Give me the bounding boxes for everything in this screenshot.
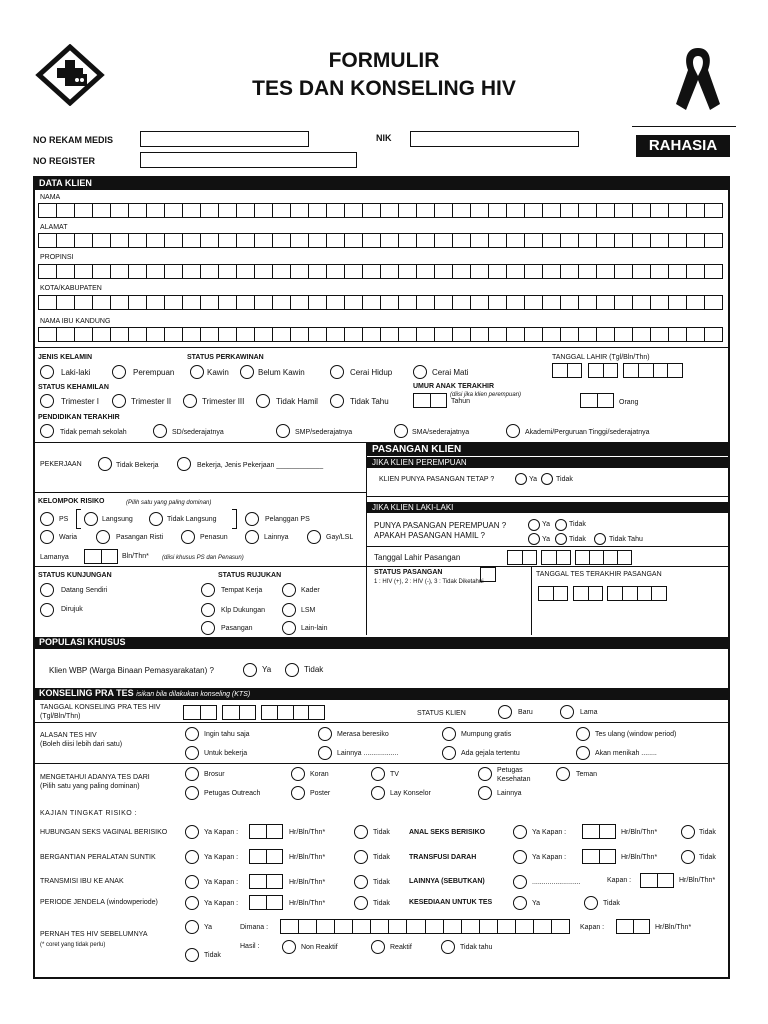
r5-tidak-radio[interactable] (354, 875, 368, 889)
lay-konselor-radio[interactable] (371, 786, 385, 800)
status-klien-label: STATUS KLIEN (417, 710, 466, 717)
tgl-lahir-month[interactable] (588, 363, 618, 378)
ya-kapan-label: Ya Kapan : (204, 854, 239, 861)
pernah-ya-label: Ya (204, 924, 213, 931)
belum-kawin-label: Belum Kawin (258, 368, 305, 377)
bracket-left (76, 509, 81, 529)
status-perkawinan-label: STATUS PERKAWINAN (187, 354, 264, 361)
nama-ibu-label: NAMA IBU KANDUNG (40, 318, 111, 325)
nik-field[interactable] (410, 131, 579, 147)
divider (34, 763, 729, 764)
lain-lain-label: Lain-lain (301, 625, 328, 632)
form-title-line1: FORMULIR (328, 49, 440, 72)
tidak-langsung-label: Tidak Langsung (167, 516, 217, 523)
pasangan-tetap-ya-radio[interactable] (515, 473, 527, 485)
hr-bln-thn-label: Hr/Bln/Thn* (289, 854, 326, 861)
bekerja-radio[interactable] (177, 457, 191, 471)
divider (531, 566, 532, 635)
konseling-heading (34, 688, 729, 700)
tanggal-konseling-label: TANGGAL KONSELING PRA TES HIV (40, 704, 161, 711)
r8-tidak-radio[interactable] (584, 896, 598, 910)
divider (34, 492, 366, 493)
penasun-radio[interactable] (181, 530, 195, 544)
r4-ya-radio[interactable] (513, 850, 527, 864)
divider (34, 722, 729, 723)
ada-gejala-checkbox[interactable] (442, 746, 456, 760)
tidak-tahu-label: Tidak Tahu (350, 397, 389, 406)
pasangan-heading: PASANGAN KLIEN (367, 443, 729, 456)
ya-kapan-label: Ya Kapan : (204, 900, 239, 907)
dirujuk-radio[interactable] (40, 603, 54, 617)
lama-label: Lama (580, 709, 598, 716)
tgl-pasangan-day[interactable] (507, 550, 537, 565)
poster-label: Poster (310, 790, 331, 797)
tidak-bekerja-label: Tidak Bekerja (116, 462, 159, 469)
tempat-kerja-label: Tempat Kerja (221, 587, 263, 594)
klp-dukungan-label: Klp Dukungan (221, 607, 265, 614)
lamanya-field[interactable] (84, 549, 118, 564)
divider (367, 566, 729, 567)
divider (367, 546, 729, 547)
hamil-tidak-radio[interactable] (555, 533, 567, 545)
risk-row-label: LAINNYA (SEBUTKAN) (409, 878, 485, 885)
tidak-tahu-label: Tidak Tahu (609, 536, 643, 543)
non-reaktif-label: Non Reaktif (301, 944, 338, 951)
divider (34, 347, 729, 348)
pasangan-risti-label: Pasangan Risti (116, 534, 164, 541)
brosur-label: Brosur (204, 771, 225, 778)
status-pasangan-note: 1 : HIV (+), 2 : HIV (-), 3 : Tidak Diketahui (374, 579, 484, 585)
rahasia-rule (632, 126, 736, 127)
brosur-radio[interactable] (185, 767, 199, 781)
untuk-bekerja-label: Untuk bekerja (204, 750, 248, 757)
tidak-label: Tidak (373, 879, 390, 886)
ya-kapan-label: Ya Kapan : (532, 854, 567, 861)
pend3-label: SMP/sederajatnya (295, 429, 353, 436)
tgl-pasangan-year[interactable] (575, 550, 632, 565)
punya-pasangan-perempuan-label: PUNYA PASANGAN PEREMPUAN ? (374, 521, 507, 530)
tanggal-konseling-format: (Tgl/Bln/Thn) (40, 713, 81, 720)
nama-grid[interactable] (38, 203, 723, 218)
r7-kapan-field[interactable] (249, 895, 283, 910)
lamanya-label: Lamanya (40, 554, 69, 561)
tidak-label: Tidak (699, 829, 716, 836)
akan-menikah-label: Akan menikah ........ (595, 750, 657, 757)
baru-radio[interactable] (498, 705, 512, 719)
no-register-field[interactable] (140, 152, 357, 168)
petugas-outreach-label: Petugas Outreach (204, 790, 261, 797)
pernah-tidak-label: Tidak (204, 952, 221, 959)
ingin-tahu-checkbox[interactable] (185, 727, 199, 741)
gay-radio[interactable] (307, 530, 321, 544)
no-rekam-medis-field[interactable] (140, 131, 309, 147)
nama-label: NAMA (40, 194, 61, 201)
trimester3-radio[interactable] (183, 394, 197, 408)
kelompok-risiko-note: (Pilih satu yang paling dominan) (126, 500, 212, 506)
umur-anak-note: (diisi jika klien perempuan) (450, 392, 522, 398)
tv-radio[interactable] (371, 767, 385, 781)
orang-label: Orang (619, 399, 639, 406)
umur-anak-field[interactable] (413, 393, 447, 408)
status-pasangan-label: STATUS PASANGAN (374, 569, 443, 576)
trimester1-radio[interactable] (40, 394, 54, 408)
jumlah-anak-field[interactable] (580, 393, 614, 408)
r3-kapan-field[interactable] (249, 849, 283, 864)
r1-ya-radio[interactable] (185, 825, 199, 839)
tes-ulang-label: Tes ulang (window period) (595, 731, 677, 738)
ps-tidak-langsung-radio[interactable] (149, 512, 163, 526)
perempuan-label: Perempuan (133, 368, 175, 377)
lainnya-media-radio[interactable] (478, 786, 492, 800)
lsm-label: LSM (301, 607, 316, 614)
ps-radio[interactable] (40, 512, 54, 526)
tgl-tes-year[interactable] (607, 586, 667, 601)
rahasia-badge: RAHASIA (636, 135, 730, 157)
ingin-tahu-label: Ingin tahu saja (204, 731, 250, 738)
bln-thn-label: Bln/Thn* (122, 553, 149, 560)
umur-anak-label: UMUR ANAK TERAKHIR (413, 383, 495, 390)
cerai-hidup-label: Cerai Hidup (350, 368, 393, 377)
alasan-note: (Boleh diisi lebih dari satu) (40, 741, 123, 748)
hamil-ya-radio[interactable] (528, 533, 540, 545)
hr-bln-thn-label: Hr/Bln/Thn* (679, 877, 716, 884)
r1-tidak-radio[interactable] (354, 825, 368, 839)
merasa-berisiko-label: Merasa beresiko (337, 731, 389, 738)
r7-ya-radio[interactable] (185, 896, 199, 910)
tgl-konseling-day[interactable] (183, 705, 217, 720)
form-title-line2: TES DAN KONSELING HIV (252, 77, 516, 100)
no-register-label: NO REGISTER (33, 156, 96, 166)
kapan-label: Kapan : (607, 877, 632, 884)
tes-ulang-checkbox[interactable] (576, 727, 590, 741)
tidak-hamil-radio[interactable] (256, 394, 270, 408)
data-klien-heading: DATA KLIEN (34, 178, 729, 190)
hr-bln-thn-label: Hr/Bln/Thn* (621, 829, 658, 836)
lainnya-risiko-label: Lainnya (264, 534, 289, 541)
pend4-radio[interactable] (394, 424, 408, 438)
jika-laki-heading: JIKA KLIEN LAKI-LAKI (367, 502, 729, 513)
r4-kapan-field[interactable] (582, 849, 616, 864)
reaktif-radio[interactable] (371, 940, 385, 954)
tgl-konseling-year[interactable] (261, 705, 325, 720)
kelompok-risiko-label: KELOMPOK RISIKO (38, 498, 105, 505)
perempuan-radio[interactable] (112, 365, 126, 379)
pekerjaan-label: PEKERJAAN (40, 461, 82, 468)
klp-dukungan-radio[interactable] (201, 603, 215, 617)
trimester2-label: Trimester II (131, 397, 172, 406)
column-divider (366, 442, 367, 635)
status-rujukan-label: STATUS RUJUKAN (218, 572, 282, 579)
ps-langsung-radio[interactable] (84, 512, 98, 526)
lain-lain-radio[interactable] (282, 621, 296, 635)
mumpung-gratis-checkbox[interactable] (442, 727, 456, 741)
tidak-bekerja-radio[interactable] (98, 457, 112, 471)
kader-radio[interactable] (282, 583, 296, 597)
klien-wbp-label: Klien WBP (Warga Binaan Pemasyarakatan) ? (49, 666, 214, 675)
status-kunjungan-label: STATUS KUNJUNGAN (38, 572, 112, 579)
hr-bln-thn-label: Hr/Bln/Thn* (655, 924, 692, 931)
ya-label: Ya (542, 536, 551, 543)
divider (367, 496, 729, 497)
pelanggan-ps-label: Pelanggan PS (265, 516, 310, 523)
lainnya-media-label: Lainnya (497, 790, 522, 797)
r7-tidak-radio[interactable] (354, 896, 368, 910)
hasil-label: Hasil : (240, 943, 260, 950)
jenis-kelamin-label: JENIS KELAMIN (38, 354, 93, 361)
risk-row-label: KESEDIAAN UNTUK TES (409, 899, 493, 906)
ya-label: Ya (529, 476, 538, 483)
cerai-hidup-radio[interactable] (330, 365, 344, 379)
ya-kapan-label: Ya Kapan : (204, 879, 239, 886)
tidak-label: Tidak (373, 829, 390, 836)
petugas-kesehatan-label2: Kesehatan (497, 776, 531, 783)
kota-label: KOTA/KABUPATEN (40, 285, 102, 292)
hr-bln-thn-label: Hr/Bln/Thn* (289, 879, 326, 886)
waria-label: Waria (59, 534, 78, 541)
r5-ya-radio[interactable] (185, 875, 199, 889)
wbp-tidak-radio[interactable] (285, 663, 299, 677)
dimana-label: Dimana : (240, 924, 269, 931)
teman-radio[interactable] (556, 767, 570, 781)
nama-ibu-grid[interactable] (38, 327, 723, 342)
koran-radio[interactable] (291, 767, 305, 781)
propinsi-grid[interactable] (38, 264, 723, 279)
r5-kapan-field[interactable] (249, 874, 283, 889)
hr-bln-thn-label: Hr/Bln/Thn* (289, 900, 326, 907)
r2-tidak-radio[interactable] (681, 825, 695, 839)
ya-kapan-label: Ya Kapan : (532, 829, 567, 836)
bracket-right (232, 509, 237, 529)
kapan-label: Kapan : (580, 924, 605, 931)
pend5-label: Akademi/Perguruan Tinggi/sederajatnya (525, 429, 650, 436)
mengetahui-label: MENGETAHUI ADANYA TES DARI (40, 774, 150, 781)
pasangan-rujukan-radio[interactable] (201, 621, 215, 635)
ya-label: Ya (532, 900, 541, 907)
pasangan-tetap-tidak-radio[interactable] (541, 473, 553, 485)
tahun-label: Tahun (451, 398, 471, 405)
r1-kapan-field[interactable] (249, 824, 283, 839)
teman-label: Teman (576, 771, 598, 778)
bekerja-label: Bekerja, Jenis Pekerjaan ____________ (197, 462, 324, 469)
konseling-heading-text: KONSELING PRA TES (39, 688, 134, 698)
alamat-grid[interactable] (38, 233, 723, 248)
status-kehamilan-label: STATUS KEHAMILAN (38, 384, 109, 391)
kawin-label: Kawin (207, 368, 229, 377)
cerai-mati-label: Cerai Mati (432, 368, 469, 377)
pend1-label: Tidak pernah sekolah (60, 429, 127, 436)
untuk-bekerja-checkbox[interactable] (185, 746, 199, 760)
tgl-lahir-day[interactable] (552, 363, 582, 378)
waria-radio[interactable] (40, 530, 54, 544)
nik-label: NIK (376, 133, 392, 143)
tgl-pasangan-month[interactable] (541, 550, 571, 565)
lay-konselor-label: Lay Konselor (390, 790, 431, 797)
petugas-outreach-radio[interactable] (185, 786, 199, 800)
pasangan-perempuan-ya-radio[interactable] (528, 519, 540, 531)
pend2-radio[interactable] (153, 424, 167, 438)
tidak-label: Tidak (569, 521, 586, 528)
r6-kapan-field[interactable] (640, 873, 674, 888)
belum-kawin-radio[interactable] (240, 365, 254, 379)
risk-row-label: ANAL SEKS BERISIKO (409, 829, 486, 836)
lainnya-alasan-checkbox[interactable] (318, 746, 332, 760)
tgl-konseling-month[interactable] (222, 705, 256, 720)
r2-kapan-field[interactable] (582, 824, 616, 839)
pendidikan-label: PENDIDIKAN TERAKHIR (38, 414, 120, 421)
risk-row-label: TRANSFUSI DARAH (409, 854, 477, 861)
risk-row-label: TRANSMISI IBU KE ANAK (40, 878, 124, 885)
laki-laki-radio[interactable] (40, 365, 54, 379)
lamanya-note: (diisi khusus PS dan Penasun) (162, 555, 244, 561)
hr-bln-thn-label: Hr/Bln/Thn* (289, 829, 326, 836)
laki-laki-label: Laki-laki (61, 368, 91, 377)
tidak-label: Tidak (603, 900, 620, 907)
periode-jendela-text: PERIODE JENDELA (40, 899, 105, 906)
penasun-label: Penasun (200, 534, 228, 541)
ya-label: Ya (542, 521, 551, 528)
risk-row-label: BERGANTIAN PERALATAN SUNTIK (40, 854, 156, 861)
wbp-tidak-label: Tidak (304, 665, 324, 674)
pasangan-rujukan-label: Pasangan (221, 625, 253, 632)
tanggal-lahir-label: TANGGAL LAHIR (Tgl/Bln/Thn) (552, 354, 650, 361)
trimester3-label: Trimester III (202, 397, 245, 406)
divider (34, 566, 366, 567)
kota-grid[interactable] (38, 295, 723, 310)
tanggal-lahir-pasangan-label: Tanggal Lahir Pasangan (374, 553, 461, 562)
tanggal-tes-terakhir-label: TANGGAL TES TERAKHIR PASANGAN (536, 571, 662, 578)
pernah-tes-label: PERNAH TES HIV SEBELUMNYA (40, 931, 148, 938)
kader-label: Kader (301, 587, 320, 594)
lainnya-alasan-label: Lainnya .................. (337, 750, 399, 757)
r4-tidak-radio[interactable] (681, 850, 695, 864)
ya-kapan-label: Ya Kapan : (204, 829, 239, 836)
koran-label: Koran (310, 771, 329, 778)
hr-bln-thn-label: Hr/Bln/Thn* (621, 854, 658, 861)
kawin-radio[interactable] (190, 365, 204, 379)
hamil-tidak-tahu-radio[interactable] (594, 533, 606, 545)
akan-menikah-checkbox[interactable] (576, 746, 590, 760)
datang-sendiri-radio[interactable] (40, 583, 54, 597)
kajian-label: KAJIAN TINGKAT RISIKO : (40, 810, 138, 817)
baru-label: Baru (518, 709, 533, 716)
r3-ya-radio[interactable] (185, 850, 199, 864)
pasangan-perempuan-tidak-radio[interactable] (555, 519, 567, 531)
dirujuk-label: Dirujuk (61, 606, 83, 613)
alasan-label: ALASAN TES HIV (40, 732, 97, 739)
propinsi-label: PROPINSI (40, 254, 74, 261)
ps-label: PS (59, 516, 69, 523)
tidak-tahu-radio[interactable] (330, 394, 344, 408)
no-rekam-medis-label: NO REKAM MEDIS (33, 135, 114, 145)
pernah-ya-radio[interactable] (185, 920, 199, 934)
mengetahui-note: (Pilih satu yang paling dominan) (40, 783, 140, 790)
pernah-tidak-radio[interactable] (185, 948, 199, 962)
datang-sendiri-label: Datang Sendiri (61, 587, 108, 594)
pend5-radio[interactable] (506, 424, 520, 438)
pelanggan-ps-radio[interactable] (245, 512, 259, 526)
tidak-tahu-hasil-label: Tidak tahu (460, 944, 493, 951)
apakah-hamil-label: APAKAH PASANGAN HAMIL ? (374, 531, 485, 540)
r3-tidak-radio[interactable] (354, 850, 368, 864)
trimester1-label: Trimester I (61, 397, 99, 406)
risk-row-label: HUBUNGAN SEKS VAGINAL BERISIKO (40, 829, 168, 836)
ada-gejala-label: Ada gejala tertentu (461, 750, 520, 757)
tgl-tes-month[interactable] (573, 586, 603, 601)
jika-perempuan-heading: JIKA KLIEN PEREMPUAN (367, 457, 729, 468)
ribbon-icon (674, 44, 722, 116)
r2-ya-radio[interactable] (513, 825, 527, 839)
r6-dots: ......................... (532, 879, 581, 886)
langsung-label: Langsung (102, 516, 133, 523)
petugas-kesehatan-label: Petugas (497, 767, 523, 774)
pend2-label: SD/sederajatnya (172, 429, 224, 436)
wbp-ya-label: Ya (262, 665, 272, 674)
pernah-tes-note: (* coret yang tidak perlu) (40, 942, 106, 948)
tidak-label: Tidak (556, 476, 573, 483)
pend3-radio[interactable] (276, 424, 290, 438)
pend1-radio[interactable] (40, 424, 54, 438)
gay-label: Gay/LSL (326, 534, 354, 541)
r6-ya-radio[interactable] (513, 875, 527, 889)
lama-radio[interactable] (560, 705, 574, 719)
petugas-kesehatan-radio[interactable] (478, 767, 492, 781)
non-reaktif-radio[interactable] (282, 940, 296, 954)
tidak-label: Tidak (373, 900, 390, 907)
periode-jendela-note: (windowperiode) (106, 899, 158, 906)
mumpung-gratis-label: Mumpung gratis (461, 731, 512, 738)
tidak-label: Tidak (699, 854, 716, 861)
reaktif-label: Reaktif (390, 944, 412, 951)
alamat-label: ALAMAT (40, 224, 68, 231)
tempat-kerja-radio[interactable] (201, 583, 215, 597)
risk-row-label (40, 898, 158, 908)
cerai-mati-radio[interactable] (413, 365, 427, 379)
tidak-hamil-label: Tidak Hamil (276, 397, 318, 406)
r8-ya-radio[interactable] (513, 896, 527, 910)
pasangan-tetap-label: KLIEN PUNYA PASANGAN TETAP ? (379, 476, 495, 483)
dimana-field[interactable] (280, 919, 570, 934)
konseling-heading-note: isikan bila dilakukan konseling (KTS) (136, 691, 251, 698)
lsm-radio[interactable] (282, 603, 296, 617)
poster-radio[interactable] (291, 786, 305, 800)
tidak-tahu-hasil-radio[interactable] (441, 940, 455, 954)
tidak-label: Tidak (569, 536, 586, 543)
tidak-label: Tidak (373, 854, 390, 861)
populasi-heading: POPULASI KHUSUS (34, 637, 729, 649)
lainnya-risiko-radio[interactable] (245, 530, 259, 544)
wbp-ya-radio[interactable] (243, 663, 257, 677)
pasangan-risti-radio[interactable] (96, 530, 110, 544)
tv-label: TV (390, 771, 399, 778)
pend4-label: SMA/sederajatnya (412, 429, 470, 436)
pernah-kapan-field[interactable] (616, 919, 650, 934)
tgl-lahir-year[interactable] (623, 363, 683, 378)
merasa-berisiko-checkbox[interactable] (318, 727, 332, 741)
tgl-tes-day[interactable] (538, 586, 568, 601)
trimester2-radio[interactable] (112, 394, 126, 408)
